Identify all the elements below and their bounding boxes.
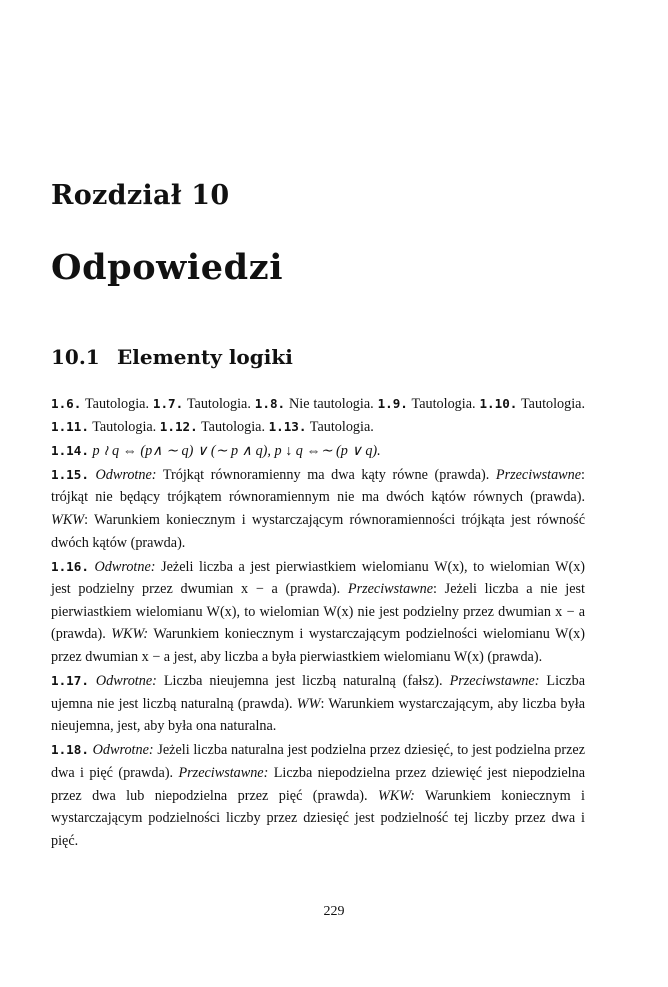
answer-text: Liczba nieujemna jest liczbą naturalną (fałsz). <box>156 673 450 690</box>
answer-text: Tautologia. <box>306 418 374 435</box>
answer-number: 1.18. <box>51 742 89 758</box>
answer-text: Tautologia. <box>183 396 255 412</box>
chapter-label: Rozdział 10 <box>51 180 230 211</box>
answer-text: : Jeżeli liczba a nie jest pierwiastkiem wielomianu W(x), to wielomian W(x) nie jest podzielny przez dwumian x − a (prawda). <box>51 581 585 643</box>
chapter-title: Odpowiedzi <box>51 247 284 288</box>
answer-number: 1.6. <box>51 396 82 411</box>
answer-paragraph-1-18 <box>51 739 585 852</box>
answer-text: Tautologia. <box>81 396 153 412</box>
section-title: Elementy logiki <box>117 345 293 369</box>
answer-text: Liczba niepodzielna przez dziewięć jest niepodzielna przez dwa lub niepodzielna przez pięć (prawda). <box>51 765 585 804</box>
label-przeciwstawne: Przeciwstawne <box>495 466 582 483</box>
label-przeciwstawne: Przeciwstawne: <box>449 673 540 690</box>
answer-text: : trójkąt nie będący trójkątem równoramiennym nie ma dwóch kątów równych (prawda). <box>51 466 585 506</box>
answer-number: 1.11. <box>51 418 89 434</box>
answer-paragraph-1-15 <box>51 464 585 554</box>
answer-number: 1.14. <box>51 442 89 458</box>
answer-number: 1.12. <box>159 418 198 434</box>
label-wkw: WKW <box>51 511 85 528</box>
answer-text: Tautologia. <box>88 418 160 435</box>
answer-text: Nie tautologia. <box>285 396 378 412</box>
answer-text: Warunkiem koniecznym i wystarczającym podzielności wielomianu W(x) przez dwumian x − a jest, aby liczba a była pierwiastkiem wielomianu W(x) (prawda). <box>51 626 585 666</box>
answer-number: 1.10. <box>479 396 518 411</box>
answer-number: 1.8. <box>254 396 286 411</box>
answer-text: Tautologia. <box>407 396 480 412</box>
answer-paragraph-1-16 <box>51 556 585 669</box>
answer-number: 1.16. <box>51 558 89 574</box>
label-odwrotne: Odwrotne: <box>95 673 157 690</box>
answer-text: Jeżeli liczba a jest pierwiastkiem wielomianu W(x), to wielomian W(x) jest podzielny przez dwumian x − a (prawda). <box>51 558 586 598</box>
answer-number: 1.15. <box>51 466 89 482</box>
answer-text: Warunkiem koniecznym i wystarczającym podzielności liczby przez dziesięć jest podzielność tej liczby przez dwa i pięć. <box>51 787 586 849</box>
answer-text: Liczba ujemna nie jest liczbą naturalną (prawda). <box>51 673 585 712</box>
label-wkw: WKW: <box>111 626 149 643</box>
section-heading <box>51 345 293 369</box>
answer-text: : Warunkiem wystarczającym, aby liczba była nieujemna, jest, aby była ona naturalna. <box>51 695 585 735</box>
answer-number: 1.17. <box>51 673 89 689</box>
answer-text: Tautologia. <box>197 418 269 435</box>
label-wkw: WKW: <box>377 787 415 804</box>
page-number: 229 <box>323 904 345 919</box>
label-przeciwstawne: Przeciwstawne: <box>178 765 269 781</box>
answer-paragraph-1-17 <box>51 670 585 738</box>
label-przeciwstawne: Przeciwstawne <box>347 581 434 598</box>
answer-paragraph-1-6-to-1-13 <box>51 393 585 438</box>
answer-text: : Warunkiem koniecznym i wystarczającym równoramienności trójkąta jest równość dwóch kątów (prawda). <box>51 511 585 551</box>
answer-number: 1.9. <box>377 396 408 411</box>
label-odwrotne: Odwrotne: <box>94 558 156 575</box>
answer-text: Trójkąt równoramienny ma dwa kąty równe (prawda). <box>156 466 496 483</box>
answer-number: 1.7. <box>152 396 184 411</box>
answers-content <box>51 393 585 854</box>
answer-number: 1.13. <box>268 418 307 434</box>
answer-paragraph-1-14 <box>51 440 585 463</box>
answer-text: Jeżeli liczba naturalna jest podzielna przez dziesięć, to jest podzielna przez dwa i pięć (prawda). <box>51 742 585 781</box>
label-odwrotne: Odwrotne: <box>92 742 154 759</box>
logic-formula: p ≀ q ⇔ (p∧ ∼ q) ∨ (∼ p ∧ q), p ↓ q ⇔∼ (p ∨ q). <box>92 442 381 459</box>
section-number: 10.1 <box>51 345 100 369</box>
answer-text: Tautologia. <box>517 396 586 412</box>
label-odwrotne: Odwrotne: <box>95 466 157 483</box>
label-ww: WW <box>296 695 321 712</box>
